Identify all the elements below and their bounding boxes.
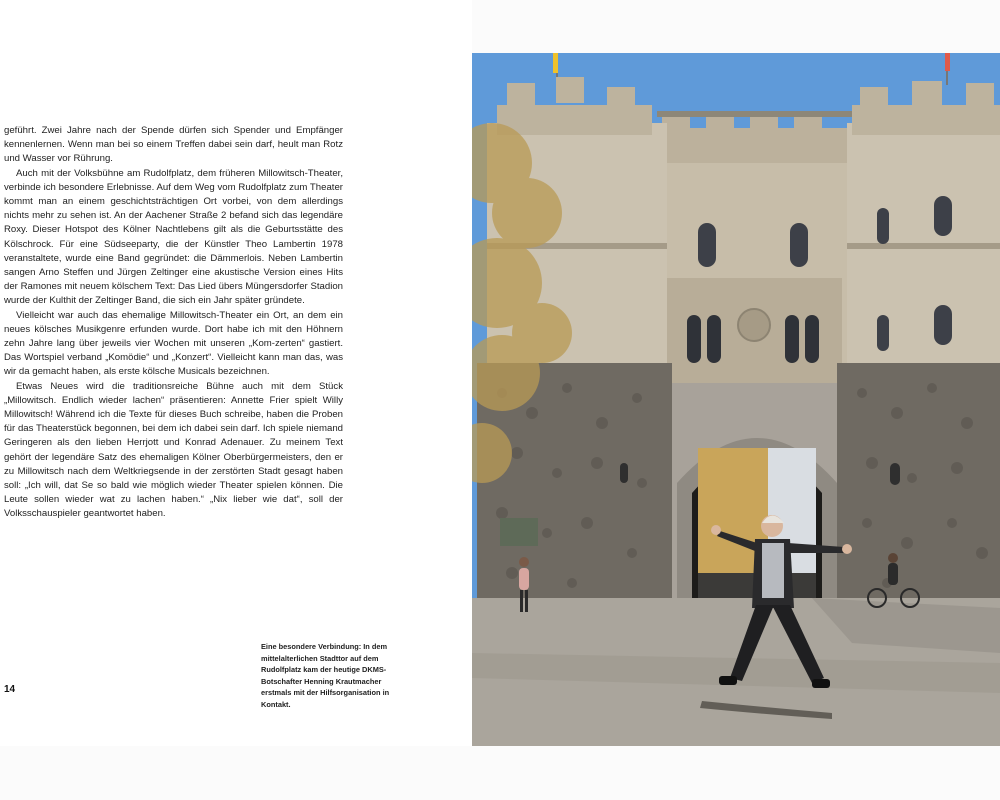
city-gate-photo bbox=[472, 53, 1000, 746]
body-paragraph: Etwas Neues wird die traditionsreiche Bühne auch mit dem Stück „Millowitsch. Endlich wieder lachen“ präsentieren: Annette Frier spielt Willy Millowitsch! Während ich die Texte für dieses Buch schreibe, haben die Proben für das Theaterstück begonnen, bei dem ich dabei sein darf. Ich spiele niemand Geringeren als den lieben Herrjott und Konrad Adenauer. Zu meinem Text gehört der legendäre Satz des ehemaligen Kölner Oberbürgermeisters, den er zu Millowitsch nach dem Weltkriegsende in der zerstörten Stadt gesagt haben soll: „Ich will, dat Se so bald wie möglich wieder Theater spielen können. Die Leute sollen wieder wat zu lachen haben.“ „Nix lieber wie dat“, soll der Volksschauspieler geantwortet haben. bbox=[4, 380, 343, 520]
body-text bbox=[4, 124, 343, 522]
body-paragraph: Vielleicht war auch das ehemalige Millowitsch-Theater ein Ort, an dem ein neues kölsches Musikgenre erfunden wurde. Dort habe ich mit den Höhnern zehn Jahre lang über jeweils vier Wochen mit unseren „Kom-zerten“ gastiert. Das Wortspiel verband „Komödie“ und „Konzert“. Vielleicht kann man das, was wir da gemacht haben, als erste kölsche Musicals bezeichnen. bbox=[4, 309, 343, 378]
photo-caption: Eine besondere Verbindung: In dem mittelalterlichen Stadttor auf dem Rudolfplatz kam der heutige DKMS-Botschafter Henning Krautmacher erstmals mit der Hilfsorganisation in Kontakt. bbox=[261, 642, 390, 709]
left-page bbox=[0, 0, 472, 746]
photo-illustration bbox=[472, 53, 1000, 746]
page-number: 14 bbox=[4, 684, 16, 695]
body-paragraph: Auch mit der Volksbühne am Rudolfplatz, dem früheren Millowitsch-Theater, verbinde ich besondere Erlebnisse. Auf dem Weg vom Rudolfplatz zum Theater kommt man an einem geschichtsträchtigen Ort vorbei, von dem allerdings nichts mehr zu sehen ist. An der Aachener Straße 2 befand sich das legendäre Roxy. Dieser Hotspot des Kölner Nachtlebens gilt als die Geburtsstätte des Kölschrock. Für eine Südseeparty, die der Künstler Theo Lambertin 1978 veranstaltete, wurde eine Band gegründet: die Dämmerlois. Neben Lambertin sangen Arno Steffen und Jürgen Zeltinger eine akustische Version eines Hits der Ramones mit neuem kölschem Text: Das Lied übers Müngersdorfer Stadion wurde der Kulthit der Zeltinger Band, die sich ein Jahr später gründete. bbox=[4, 167, 343, 307]
body-paragraph: geführt. Zwei Jahre nach der Spende dürfen sich Spender und Empfänger kennenlernen. Wenn man bei so einem Treffen dabei sein darf, heult man Rotz und Wasser vor Rührung. bbox=[4, 125, 343, 165]
